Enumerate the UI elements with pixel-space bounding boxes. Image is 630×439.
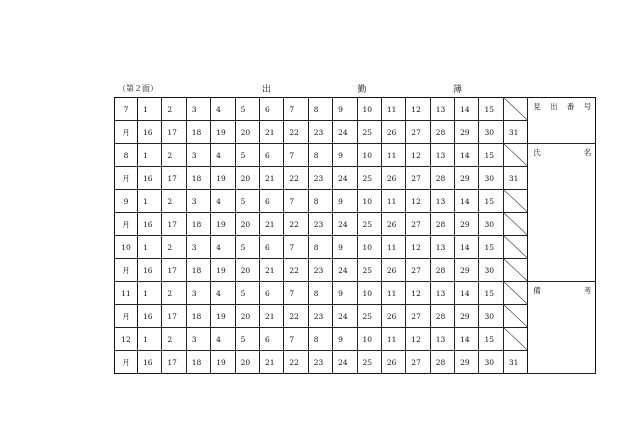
day-cell[interactable]: 1 bbox=[138, 328, 162, 351]
day-cell[interactable]: 28 bbox=[430, 351, 454, 374]
day-cell[interactable]: 11 bbox=[381, 282, 405, 305]
day-cell[interactable]: 7 bbox=[284, 236, 308, 259]
day-cell[interactable]: 19 bbox=[211, 121, 235, 144]
day-cell[interactable]: 21 bbox=[259, 213, 283, 236]
month-row-bottom bbox=[115, 167, 596, 190]
month-number: 7 bbox=[115, 98, 138, 121]
day-cell[interactable]: 15 bbox=[479, 190, 503, 213]
day-cell[interactable]: 17 bbox=[162, 305, 186, 328]
day-cell[interactable]: 11 bbox=[381, 98, 405, 121]
day-cell[interactable]: 27 bbox=[406, 167, 430, 190]
day-cell[interactable]: 29 bbox=[455, 351, 479, 374]
day-cell[interactable]: 3 bbox=[186, 282, 210, 305]
day-cell[interactable]: 28 bbox=[430, 305, 454, 328]
day-cell[interactable]: 11 bbox=[381, 144, 405, 167]
day-cell[interactable]: 5 bbox=[235, 144, 259, 167]
day-cell[interactable]: 15 bbox=[479, 144, 503, 167]
day-cell[interactable]: 29 bbox=[455, 121, 479, 144]
day-cell[interactable]: 10 bbox=[357, 144, 381, 167]
day-cell[interactable]: 24 bbox=[333, 259, 357, 282]
month-number: 9 bbox=[115, 190, 138, 213]
day-cell[interactable]: 24 bbox=[333, 351, 357, 374]
day-cell[interactable]: 6 bbox=[259, 190, 283, 213]
day-cell[interactable]: 12 bbox=[406, 282, 430, 305]
month-row-bottom bbox=[115, 213, 596, 236]
day-cell[interactable]: 24 bbox=[333, 305, 357, 328]
day-cell[interactable]: 26 bbox=[381, 213, 405, 236]
slash-cell bbox=[503, 98, 527, 121]
day-cell[interactable]: 3 bbox=[186, 190, 210, 213]
day-cell[interactable]: 2 bbox=[162, 190, 186, 213]
day-cell[interactable]: 13 bbox=[430, 144, 454, 167]
day-cell[interactable]: 8 bbox=[308, 328, 332, 351]
day-cell[interactable]: 31 bbox=[503, 351, 527, 374]
day-cell[interactable]: 26 bbox=[381, 305, 405, 328]
day-cell[interactable]: 28 bbox=[430, 259, 454, 282]
day-cell[interactable]: 20 bbox=[235, 121, 259, 144]
day-cell[interactable]: 30 bbox=[479, 213, 503, 236]
slash-cell bbox=[503, 305, 527, 328]
month-row-top bbox=[115, 282, 596, 305]
day-cell[interactable]: 23 bbox=[308, 259, 332, 282]
day-cell[interactable]: 14 bbox=[455, 236, 479, 259]
day-cell[interactable]: 9 bbox=[333, 282, 357, 305]
day-cell[interactable]: 20 bbox=[235, 305, 259, 328]
day-cell[interactable]: 11 bbox=[381, 236, 405, 259]
day-cell[interactable]: 18 bbox=[186, 167, 210, 190]
day-cell[interactable]: 9 bbox=[333, 328, 357, 351]
day-cell[interactable]: 27 bbox=[406, 259, 430, 282]
day-cell[interactable]: 6 bbox=[259, 328, 283, 351]
day-cell[interactable]: 5 bbox=[235, 328, 259, 351]
day-cell[interactable]: 29 bbox=[455, 305, 479, 328]
day-cell[interactable]: 11 bbox=[381, 328, 405, 351]
day-cell[interactable]: 18 bbox=[186, 259, 210, 282]
day-cell[interactable]: 27 bbox=[406, 351, 430, 374]
day-cell[interactable]: 7 bbox=[284, 282, 308, 305]
day-cell[interactable]: 21 bbox=[259, 351, 283, 374]
day-cell[interactable]: 9 bbox=[333, 144, 357, 167]
month-unit: 月 bbox=[115, 259, 138, 282]
day-cell[interactable]: 27 bbox=[406, 213, 430, 236]
page-label: （第２面） bbox=[118, 84, 158, 93]
day-cell[interactable]: 21 bbox=[259, 121, 283, 144]
slash-cell bbox=[503, 259, 527, 282]
day-cell[interactable]: 25 bbox=[357, 213, 381, 236]
day-cell[interactable]: 20 bbox=[235, 213, 259, 236]
day-cell[interactable]: 17 bbox=[162, 259, 186, 282]
title-char-3: 簿 bbox=[452, 85, 462, 95]
day-cell[interactable]: 6 bbox=[259, 236, 283, 259]
slash-cell bbox=[503, 282, 527, 305]
day-cell[interactable]: 9 bbox=[333, 190, 357, 213]
day-cell[interactable]: 25 bbox=[357, 167, 381, 190]
day-cell[interactable]: 22 bbox=[284, 167, 308, 190]
month-unit: 月 bbox=[115, 167, 138, 190]
day-cell[interactable]: 10 bbox=[357, 282, 381, 305]
day-cell[interactable]: 1 bbox=[138, 282, 162, 305]
day-cell[interactable]: 17 bbox=[162, 351, 186, 374]
day-cell[interactable]: 4 bbox=[211, 328, 235, 351]
day-cell[interactable]: 8 bbox=[308, 144, 332, 167]
day-cell[interactable]: 26 bbox=[381, 259, 405, 282]
day-cell[interactable]: 19 bbox=[211, 305, 235, 328]
day-cell[interactable]: 21 bbox=[259, 167, 283, 190]
day-cell[interactable]: 21 bbox=[259, 305, 283, 328]
slash-cell bbox=[503, 190, 527, 213]
month-unit: 月 bbox=[115, 121, 138, 144]
day-cell[interactable]: 21 bbox=[259, 259, 283, 282]
slash-cell bbox=[503, 328, 527, 351]
day-cell[interactable]: 16 bbox=[138, 213, 162, 236]
month-row-top bbox=[115, 236, 596, 259]
month-row-bottom bbox=[115, 259, 596, 282]
day-cell[interactable]: 22 bbox=[284, 121, 308, 144]
day-cell[interactable]: 25 bbox=[357, 259, 381, 282]
month-number: 8 bbox=[115, 144, 138, 167]
day-cell[interactable]: 4 bbox=[211, 144, 235, 167]
day-cell[interactable]: 8 bbox=[308, 190, 332, 213]
month-unit: 月 bbox=[115, 213, 138, 236]
day-cell[interactable]: 23 bbox=[308, 351, 332, 374]
day-cell[interactable]: 4 bbox=[211, 282, 235, 305]
day-cell[interactable]: 16 bbox=[138, 305, 162, 328]
day-cell[interactable]: 2 bbox=[162, 236, 186, 259]
day-cell[interactable]: 17 bbox=[162, 167, 186, 190]
day-cell[interactable]: 29 bbox=[455, 167, 479, 190]
side-name bbox=[528, 144, 596, 282]
day-cell[interactable]: 19 bbox=[211, 213, 235, 236]
day-cell[interactable]: 15 bbox=[479, 328, 503, 351]
day-cell[interactable]: 27 bbox=[406, 121, 430, 144]
side-label-char: 号 bbox=[583, 102, 592, 111]
side-label-char: 出 bbox=[550, 102, 558, 111]
day-cell[interactable]: 1 bbox=[138, 98, 162, 121]
day-cell[interactable]: 6 bbox=[259, 282, 283, 305]
day-cell[interactable]: 26 bbox=[381, 351, 405, 374]
day-cell[interactable]: 16 bbox=[138, 167, 162, 190]
day-cell[interactable]: 31 bbox=[503, 167, 527, 190]
day-cell[interactable]: 2 bbox=[162, 328, 186, 351]
month-row-bottom bbox=[115, 305, 596, 328]
day-cell[interactable]: 7 bbox=[284, 190, 308, 213]
day-cell[interactable]: 12 bbox=[406, 98, 430, 121]
day-cell[interactable]: 14 bbox=[455, 98, 479, 121]
day-cell[interactable]: 18 bbox=[186, 305, 210, 328]
day-cell[interactable]: 5 bbox=[235, 236, 259, 259]
month-number: 11 bbox=[115, 282, 138, 305]
title-char-1: 出 bbox=[262, 85, 272, 95]
day-cell[interactable]: 30 bbox=[479, 305, 503, 328]
day-cell[interactable]: 16 bbox=[138, 121, 162, 144]
day-cell[interactable]: 13 bbox=[430, 282, 454, 305]
day-cell[interactable]: 12 bbox=[406, 236, 430, 259]
side-mihashi bbox=[528, 98, 596, 144]
day-cell[interactable]: 7 bbox=[284, 144, 308, 167]
day-cell[interactable]: 2 bbox=[162, 98, 186, 121]
side-label-char: 見 bbox=[533, 102, 541, 111]
day-cell[interactable]: 22 bbox=[284, 259, 308, 282]
day-cell[interactable]: 23 bbox=[308, 305, 332, 328]
day-cell[interactable]: 18 bbox=[186, 213, 210, 236]
day-cell[interactable]: 3 bbox=[186, 144, 210, 167]
day-cell[interactable]: 19 bbox=[211, 167, 235, 190]
day-cell[interactable]: 27 bbox=[406, 305, 430, 328]
title-char-2: 勤 bbox=[357, 85, 367, 95]
day-cell[interactable]: 19 bbox=[211, 259, 235, 282]
side-label-char: 番 bbox=[566, 102, 575, 111]
day-cell[interactable]: 25 bbox=[357, 351, 381, 374]
month-unit: 月 bbox=[115, 305, 138, 328]
month-unit: 月 bbox=[115, 351, 138, 374]
day-cell[interactable]: 14 bbox=[455, 282, 479, 305]
day-cell[interactable]: 23 bbox=[308, 167, 332, 190]
attendance-grid bbox=[114, 97, 596, 374]
day-cell[interactable]: 20 bbox=[235, 259, 259, 282]
day-cell[interactable]: 29 bbox=[455, 213, 479, 236]
day-cell[interactable]: 12 bbox=[406, 190, 430, 213]
day-cell[interactable]: 22 bbox=[284, 351, 308, 374]
day-cell[interactable]: 5 bbox=[235, 282, 259, 305]
side-label-remarks bbox=[533, 285, 591, 296]
day-cell[interactable]: 12 bbox=[406, 144, 430, 167]
day-cell[interactable]: 2 bbox=[162, 282, 186, 305]
day-cell[interactable]: 8 bbox=[308, 98, 332, 121]
day-cell[interactable]: 30 bbox=[479, 167, 503, 190]
side-label-char: 備 bbox=[533, 286, 541, 295]
day-cell[interactable]: 4 bbox=[211, 98, 235, 121]
day-cell[interactable]: 25 bbox=[357, 305, 381, 328]
side-label-name bbox=[533, 147, 591, 158]
day-cell[interactable]: 30 bbox=[479, 121, 503, 144]
month-row-top bbox=[115, 190, 596, 213]
day-cell[interactable]: 13 bbox=[430, 98, 454, 121]
day-cell[interactable]: 6 bbox=[259, 98, 283, 121]
day-cell[interactable]: 15 bbox=[479, 282, 503, 305]
day-cell[interactable]: 28 bbox=[430, 121, 454, 144]
day-cell[interactable]: 24 bbox=[333, 213, 357, 236]
day-cell[interactable]: 24 bbox=[333, 121, 357, 144]
day-cell[interactable]: 29 bbox=[455, 259, 479, 282]
slash-cell bbox=[503, 236, 527, 259]
day-cell[interactable]: 3 bbox=[186, 236, 210, 259]
day-cell[interactable]: 19 bbox=[211, 351, 235, 374]
month-row-top bbox=[115, 328, 596, 351]
month-row-bottom bbox=[115, 121, 596, 144]
side-label-char: 考 bbox=[583, 286, 592, 295]
day-cell[interactable]: 23 bbox=[308, 213, 332, 236]
day-cell[interactable]: 30 bbox=[479, 259, 503, 282]
day-cell[interactable]: 25 bbox=[357, 121, 381, 144]
side-label-char: 氏 bbox=[533, 148, 541, 157]
day-cell[interactable]: 1 bbox=[138, 236, 162, 259]
day-cell[interactable]: 24 bbox=[333, 167, 357, 190]
month-row-top bbox=[115, 144, 596, 167]
month-row-bottom bbox=[115, 351, 596, 374]
side-label-mihashi bbox=[533, 101, 591, 112]
day-cell[interactable]: 23 bbox=[308, 121, 332, 144]
day-cell[interactable]: 15 bbox=[479, 236, 503, 259]
day-cell[interactable]: 31 bbox=[503, 121, 527, 144]
month-number: 12 bbox=[115, 328, 138, 351]
day-cell[interactable]: 10 bbox=[357, 236, 381, 259]
day-cell[interactable]: 20 bbox=[235, 351, 259, 374]
day-cell[interactable]: 4 bbox=[211, 190, 235, 213]
day-cell[interactable]: 8 bbox=[308, 282, 332, 305]
day-cell[interactable]: 5 bbox=[235, 190, 259, 213]
day-cell[interactable]: 7 bbox=[284, 98, 308, 121]
day-cell[interactable]: 1 bbox=[138, 190, 162, 213]
day-cell[interactable]: 26 bbox=[381, 121, 405, 144]
day-cell[interactable]: 13 bbox=[430, 190, 454, 213]
day-cell[interactable]: 4 bbox=[211, 236, 235, 259]
slash-cell bbox=[503, 144, 527, 167]
day-cell[interactable]: 18 bbox=[186, 121, 210, 144]
side-remarks bbox=[528, 282, 596, 374]
day-cell[interactable]: 14 bbox=[455, 328, 479, 351]
day-cell[interactable]: 16 bbox=[138, 351, 162, 374]
day-cell[interactable]: 14 bbox=[455, 144, 479, 167]
day-cell[interactable]: 6 bbox=[259, 144, 283, 167]
day-cell[interactable]: 26 bbox=[381, 167, 405, 190]
day-cell[interactable]: 9 bbox=[333, 98, 357, 121]
slash-cell bbox=[503, 213, 527, 236]
month-number: 10 bbox=[115, 236, 138, 259]
day-cell[interactable]: 2 bbox=[162, 144, 186, 167]
day-cell[interactable]: 28 bbox=[430, 213, 454, 236]
day-cell[interactable]: 11 bbox=[381, 190, 405, 213]
day-cell[interactable]: 17 bbox=[162, 121, 186, 144]
day-cell[interactable]: 16 bbox=[138, 259, 162, 282]
day-cell[interactable]: 28 bbox=[430, 167, 454, 190]
day-cell[interactable]: 3 bbox=[186, 98, 210, 121]
day-cell[interactable]: 1 bbox=[138, 144, 162, 167]
day-cell[interactable]: 22 bbox=[284, 305, 308, 328]
day-cell[interactable]: 8 bbox=[308, 236, 332, 259]
day-cell[interactable]: 7 bbox=[284, 328, 308, 351]
day-cell[interactable]: 10 bbox=[357, 190, 381, 213]
page-title bbox=[262, 82, 462, 95]
day-cell[interactable]: 9 bbox=[333, 236, 357, 259]
day-cell[interactable]: 15 bbox=[479, 98, 503, 121]
day-cell[interactable]: 13 bbox=[430, 236, 454, 259]
day-cell[interactable]: 10 bbox=[357, 328, 381, 351]
day-cell[interactable]: 10 bbox=[357, 98, 381, 121]
day-cell[interactable]: 12 bbox=[406, 328, 430, 351]
side-label-char: 名 bbox=[583, 148, 592, 157]
day-cell[interactable]: 18 bbox=[186, 351, 210, 374]
day-cell[interactable]: 17 bbox=[162, 213, 186, 236]
month-row-top bbox=[115, 98, 596, 121]
day-cell[interactable]: 13 bbox=[430, 328, 454, 351]
day-cell[interactable]: 20 bbox=[235, 167, 259, 190]
day-cell[interactable]: 22 bbox=[284, 213, 308, 236]
day-cell[interactable]: 5 bbox=[235, 98, 259, 121]
day-cell[interactable]: 3 bbox=[186, 328, 210, 351]
day-cell[interactable]: 30 bbox=[479, 351, 503, 374]
day-cell[interactable]: 14 bbox=[455, 190, 479, 213]
